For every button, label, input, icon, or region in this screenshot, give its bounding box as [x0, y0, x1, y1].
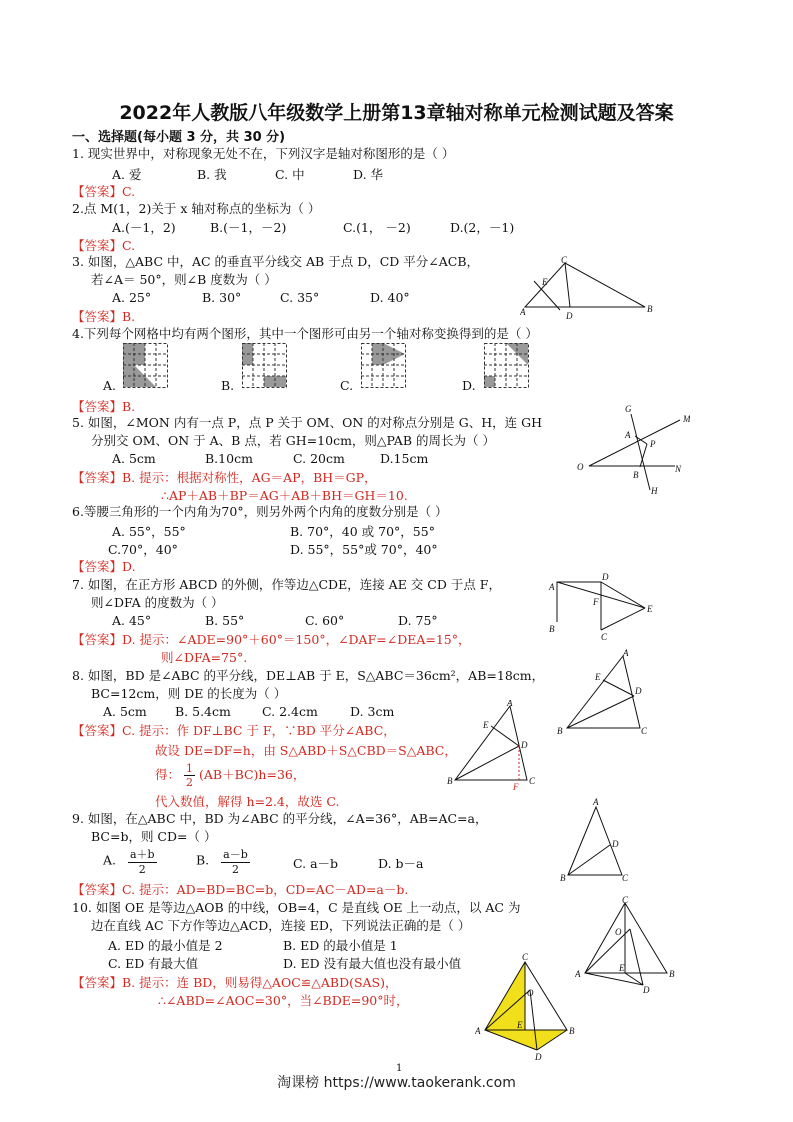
- svg-text:P: P: [650, 439, 656, 449]
- q5-answer-line2: ∴AP＋AB＋BP＝AG＋AB＋BH＝GH＝10.: [161, 488, 408, 503]
- q4-option-a: A.: [103, 378, 117, 393]
- q9-option-a-letter: A.: [103, 852, 117, 868]
- q3-option-b: B. 30°: [202, 290, 242, 305]
- q4-grid-d: [484, 343, 530, 389]
- q3-triangle-figure: [520, 255, 655, 323]
- q9-option-c: C. a－b: [293, 856, 339, 871]
- q7-option-d: D. 75°: [398, 613, 438, 628]
- page-title: 2022年人教版八年级数学上册第13章轴对称单元检测试题及答案: [119, 102, 674, 124]
- q8-answer-line3: [155, 762, 305, 789]
- q9-option-b-numerator: a－b: [223, 848, 248, 861]
- q4-grid-c: [361, 343, 407, 389]
- q6-answer: 【答案】D.: [72, 559, 136, 574]
- q5-option-c: C. 20cm: [293, 451, 345, 466]
- svg-text:D: D: [535, 1052, 542, 1062]
- q9-option-a: [103, 846, 157, 876]
- question-6: 6.等腰三角形的一个内角为70°，则另外两个内角的度数分别是（ ）: [72, 504, 448, 519]
- svg-text:B: B: [669, 969, 675, 979]
- q4-option-b: B.: [221, 378, 235, 393]
- q2-answer: 【答案】C.: [72, 238, 136, 253]
- page-number: 1: [396, 1063, 403, 1074]
- q3-option-a: A. 25°: [112, 290, 152, 305]
- q8-answer-line2: 故设 DE=DF=h，由 S△ABD＋S△CBD＝S△ABC，: [155, 743, 457, 758]
- q1-option-a: A. 爱: [112, 167, 142, 182]
- q8-figure-top: [555, 648, 665, 738]
- svg-text:D: D: [566, 311, 573, 321]
- svg-text:B: B: [549, 624, 555, 634]
- q6-option-b: B. 70°，40 或 70°，55°: [290, 524, 435, 539]
- svg-text:D: D: [635, 686, 642, 696]
- question-5-line2: 分别交 OM、ON 于 A、B 点，若 GH=10cm，则△PAB 的周长为（ ）: [91, 433, 495, 448]
- q9-triangle-figure: [560, 795, 640, 885]
- svg-text:C: C: [601, 632, 608, 640]
- q9-answer: 【答案】C. 提示：AD=BD=BC=b，CD=AC－AD=a－b.: [72, 882, 409, 897]
- q8-answer-line1: 【答案】C. 提示：作 DF⊥BC 于 F，∵BD 平分∠ABC，: [72, 723, 396, 738]
- question-1: 1. 现实世界中，对称现象无处不在，下列汉字是轴对称图形的是（ ）: [72, 146, 455, 161]
- q7-answer-line2: 则∠DFA=75°.: [161, 650, 248, 665]
- q10-option-c: C. ED 有最大值: [108, 956, 199, 971]
- q4-option-c: C.: [340, 378, 354, 393]
- svg-text:G: G: [625, 404, 632, 414]
- svg-text:B: B: [633, 470, 639, 480]
- svg-text:D: D: [643, 985, 650, 995]
- question-3-line2: 若∠A＝ 50°，则∠B 度数为（ ）: [91, 272, 277, 287]
- q2-option-a: A.(－1，2): [112, 220, 176, 235]
- q9-option-a-numerator: a＋b: [130, 848, 155, 861]
- question-9-line1: 9. 如图，在△ABC 中，BD 为∠ABC 的平分线，∠A=36°，AB=AC=a，: [72, 811, 488, 826]
- q10-answer-line1: 【答案】B. 提示：连 BD，则易得△AOC≌△ABD(SAS)，: [72, 975, 398, 990]
- svg-text:B: B: [447, 776, 453, 786]
- q8-fraction-numerator: 1: [186, 762, 193, 775]
- q1-option-b: B. 我: [197, 167, 227, 182]
- q10-answer-figure: [475, 950, 585, 1062]
- question-3-line1: 3. 如图，△ABC 中，AC 的垂直平分线交 AB 于点 D，CD 平分∠ACB，: [72, 254, 480, 269]
- q8-option-c: C. 2.4cm: [262, 704, 318, 719]
- q5-option-d: D.15cm: [380, 451, 429, 466]
- svg-text:E: E: [483, 720, 489, 730]
- svg-text:A: A: [507, 700, 513, 708]
- q8-answer-line4: 代入数值，解得 h=2.4，故选 C.: [155, 794, 340, 809]
- section-heading: 一、选择题(每小题 3 分，共 30 分): [72, 130, 286, 145]
- svg-text:A: A: [549, 582, 555, 592]
- q4-grid-b: [242, 343, 288, 389]
- question-8-line2: BC=12cm，则 DE 的长度为（ ）: [91, 686, 287, 701]
- q10-option-b: B. ED 的最小值是 1: [283, 938, 398, 953]
- svg-text:A: A: [593, 797, 599, 807]
- q7-answer-line1: 【答案】D. 提示：∠ADE=90°＋60°＝150°，∠DAF=∠DEA=15°，: [72, 632, 471, 647]
- svg-text:A: A: [623, 648, 629, 658]
- svg-text:A: A: [625, 430, 631, 440]
- svg-text:E: E: [619, 963, 625, 973]
- svg-text:C: C: [622, 895, 629, 905]
- q5-option-b: B.10cm: [205, 451, 253, 466]
- q8-option-d: D. 3cm: [350, 704, 395, 719]
- q5-option-a: A. 5cm: [112, 451, 156, 466]
- question-2: 2.点 M(1，2)关于 x 轴对称点的坐标为（ ）: [72, 201, 321, 216]
- svg-text:E: E: [647, 604, 653, 614]
- question-5-line1: 5. 如图，∠MON 内有一点 P，点 P 关于 OM、ON 的对称点分别是 G、H，连 GH: [72, 415, 542, 430]
- svg-text:F: F: [593, 597, 599, 607]
- svg-text:B: B: [557, 726, 563, 736]
- q8-option-a: A. 5cm: [103, 704, 147, 719]
- q10-answer-line2: ∴∠ABD=∠AOC=30°，当∠BDE=90°时，: [158, 993, 409, 1008]
- q8-half-fraction: [184, 762, 195, 789]
- q3-option-d: D. 40°: [370, 290, 410, 305]
- q8-option-b: B. 5.4cm: [175, 704, 231, 719]
- q7-option-c: C. 60°: [305, 613, 345, 628]
- q10-option-d: D. ED 没有最大值也没有最小值: [283, 956, 462, 971]
- q4-grid-a: [123, 343, 169, 389]
- question-10-line2: 边在直线 AC 下方作等边△ACD，连接 ED，下列说法正确的是（ ）: [91, 918, 471, 933]
- svg-text:N: N: [675, 464, 682, 474]
- question-7-line2: 则∠DFA 的度数为（ ）: [91, 595, 224, 610]
- svg-text:C: C: [522, 952, 529, 962]
- q7-square-figure: [545, 570, 660, 640]
- svg-text:H: H: [651, 486, 658, 496]
- q9-option-b-denominator: 2: [231, 863, 239, 876]
- q8-figure-answer: [445, 700, 545, 792]
- svg-text:M: M: [683, 414, 690, 424]
- q2-option-d: D.(2，－1): [450, 220, 515, 235]
- svg-text:E: E: [517, 1020, 523, 1030]
- q5-angle-figure: [575, 402, 690, 497]
- svg-text:C: C: [529, 776, 536, 786]
- q4-answer: 【答案】B.: [72, 399, 136, 414]
- question-9-line2: BC=b，则 CD=（ ）: [91, 829, 217, 844]
- svg-text:D: D: [612, 839, 619, 849]
- q1-answer: 【答案】C.: [72, 184, 136, 199]
- q9-option-b-letter: B.: [196, 852, 210, 868]
- question-7-line1: 7. 如图，在正方形 ABCD 的外侧，作等边△CDE，连接 AE 交 CD 于点 F，: [72, 577, 501, 592]
- svg-text:F: F: [513, 782, 519, 792]
- q9-option-b-fraction: [221, 846, 250, 876]
- q3-answer: 【答案】B.: [72, 309, 136, 324]
- question-8-line1: 8. 如图，BD 是∠ABC 的平分线，DE⊥AB 于 E，S△ABC＝36cm²，AB=18cm，: [72, 668, 545, 683]
- q8-answer-prefix: 得：: [155, 767, 181, 782]
- svg-text:O: O: [577, 462, 584, 472]
- svg-text:O: O: [527, 988, 534, 998]
- svg-text:A: A: [475, 1026, 481, 1036]
- q9-option-a-fraction: [128, 846, 157, 876]
- svg-text:B: B: [569, 1026, 575, 1036]
- q7-option-a: A. 45°: [112, 613, 152, 628]
- svg-text:A: A: [520, 307, 526, 317]
- q9-option-d: D. b－a: [378, 856, 424, 871]
- svg-text:B: B: [560, 873, 566, 883]
- svg-text:O: O: [615, 927, 622, 937]
- q10-triangle-figure: [575, 895, 680, 995]
- q2-option-b: B.(－1，－2): [210, 220, 287, 235]
- svg-text:B: B: [647, 304, 653, 314]
- q7-option-b: B. 55°: [205, 613, 245, 628]
- q1-option-c: C. 中: [275, 167, 305, 182]
- svg-text:E: E: [595, 672, 601, 682]
- svg-text:D: D: [521, 740, 528, 750]
- q2-option-c: C.(1， －2): [343, 220, 411, 235]
- q9-option-a-denominator: 2: [138, 863, 146, 876]
- svg-text:C: C: [561, 255, 568, 265]
- q9-option-b: [196, 846, 250, 876]
- svg-text:D: D: [602, 572, 609, 582]
- svg-text:C: C: [641, 726, 648, 736]
- question-10-line1: 10. 如图 OE 是等边△AOB 的中线，OB=4，C 是直线 OE 上一动点，以 AC 为: [72, 900, 521, 915]
- svg-text:C: C: [622, 873, 629, 883]
- question-4: 4.下列每个网格中均有两个图形，其中一个图形可由另一个轴对称变换得到的是（ ）: [72, 326, 538, 341]
- footer-watermark: 淘课榜 https://www.taokerank.com: [277, 1075, 516, 1091]
- q3-option-c: C. 35°: [280, 290, 320, 305]
- q6-option-d: D. 55°，55°或 70°，40°: [290, 542, 438, 557]
- q6-option-c: C.70°，40°: [108, 542, 178, 557]
- q4-option-d: D.: [462, 378, 476, 393]
- q8-fraction-denominator: 2: [186, 776, 193, 789]
- q10-option-a: A. ED 的最小值是 2: [108, 938, 223, 953]
- svg-text:A: A: [575, 969, 581, 979]
- svg-text:E: E: [542, 277, 548, 287]
- q1-option-d: D. 华: [353, 167, 384, 182]
- q5-answer-line1: 【答案】B. 提示：根据对称性，AG＝AP，BH＝GP，: [72, 470, 377, 485]
- q8-answer-suffix: (AB＋BC)h=36，: [198, 767, 306, 782]
- q6-option-a: A. 55°，55°: [112, 524, 186, 539]
